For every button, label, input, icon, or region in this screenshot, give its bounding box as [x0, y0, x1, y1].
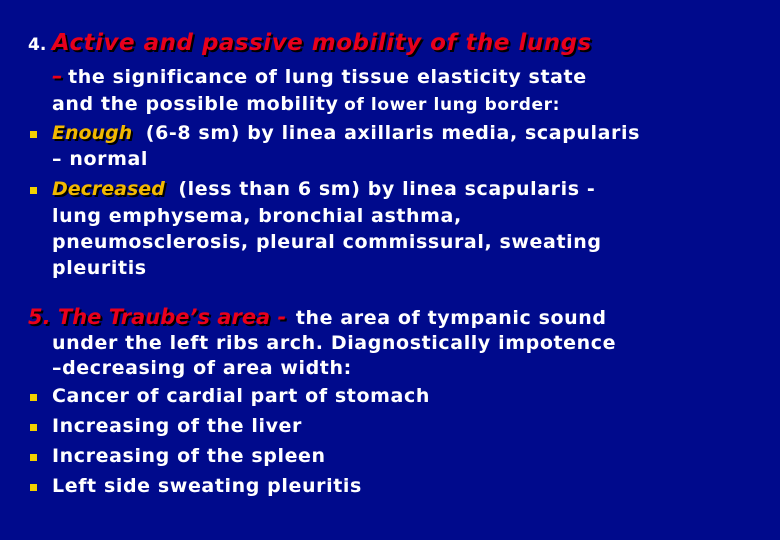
bullet-decreased-text-2: lung emphysema, bronchial asthma,	[52, 205, 462, 227]
section-4-line-2	[52, 64, 587, 88]
list-item: Cancer of cardial part of stomach	[52, 385, 430, 407]
bullet-decreased-line-1	[52, 178, 595, 200]
section-4-number: 4.	[28, 35, 47, 55]
section-4-dash: –	[52, 64, 63, 88]
section-5-line-3: –decreasing of area width:	[52, 357, 352, 379]
bullet-enough-line-1	[52, 122, 640, 144]
bullet-enough-text-1: (6-8 sm) by linea axillaris media, scapularis	[145, 122, 641, 144]
keyword-enough: Enough	[52, 122, 133, 144]
bullet-decreased-text-3: pneumosclerosis, pleural commissural, sweating	[52, 231, 602, 253]
bullet-marker	[30, 484, 37, 491]
bullet-marker	[30, 424, 37, 431]
section-4-subtitle: the significance of lung tissue elasticity state	[68, 66, 587, 88]
section-5-line-1: the area of tympanic sound	[295, 307, 607, 329]
section-4-heading-line	[28, 30, 592, 56]
section-4-line-3	[52, 93, 560, 115]
list-item: Increasing of the spleen	[52, 445, 326, 467]
list-item: Increasing of the liver	[52, 415, 303, 437]
section-4-line-3b: of lower lung border:	[344, 95, 560, 115]
bullet-decreased-text-1: (less than 6 sm) by linea scapularis -	[178, 178, 596, 200]
bullet-decreased-text-4: pleuritis	[52, 257, 147, 279]
bullet-marker	[30, 131, 37, 138]
section-5-heading: 5. The Traube’s area -	[28, 305, 287, 329]
list-item: Left side sweating pleuritis	[52, 475, 362, 497]
bullet-marker	[30, 187, 37, 194]
bullet-marker	[30, 454, 37, 461]
section-4-heading: Active and passive mobility of the lungs	[51, 30, 592, 56]
section-4-line-3a: and the possible mobility	[52, 93, 339, 115]
section-5-heading-line	[28, 305, 607, 329]
bullet-enough-text-2: – normal	[52, 148, 148, 170]
section-5-line-2: under the left ribs arch. Diagnostically impotence	[52, 332, 617, 354]
keyword-decreased: Decreased	[52, 178, 165, 200]
bullet-marker	[30, 394, 37, 401]
